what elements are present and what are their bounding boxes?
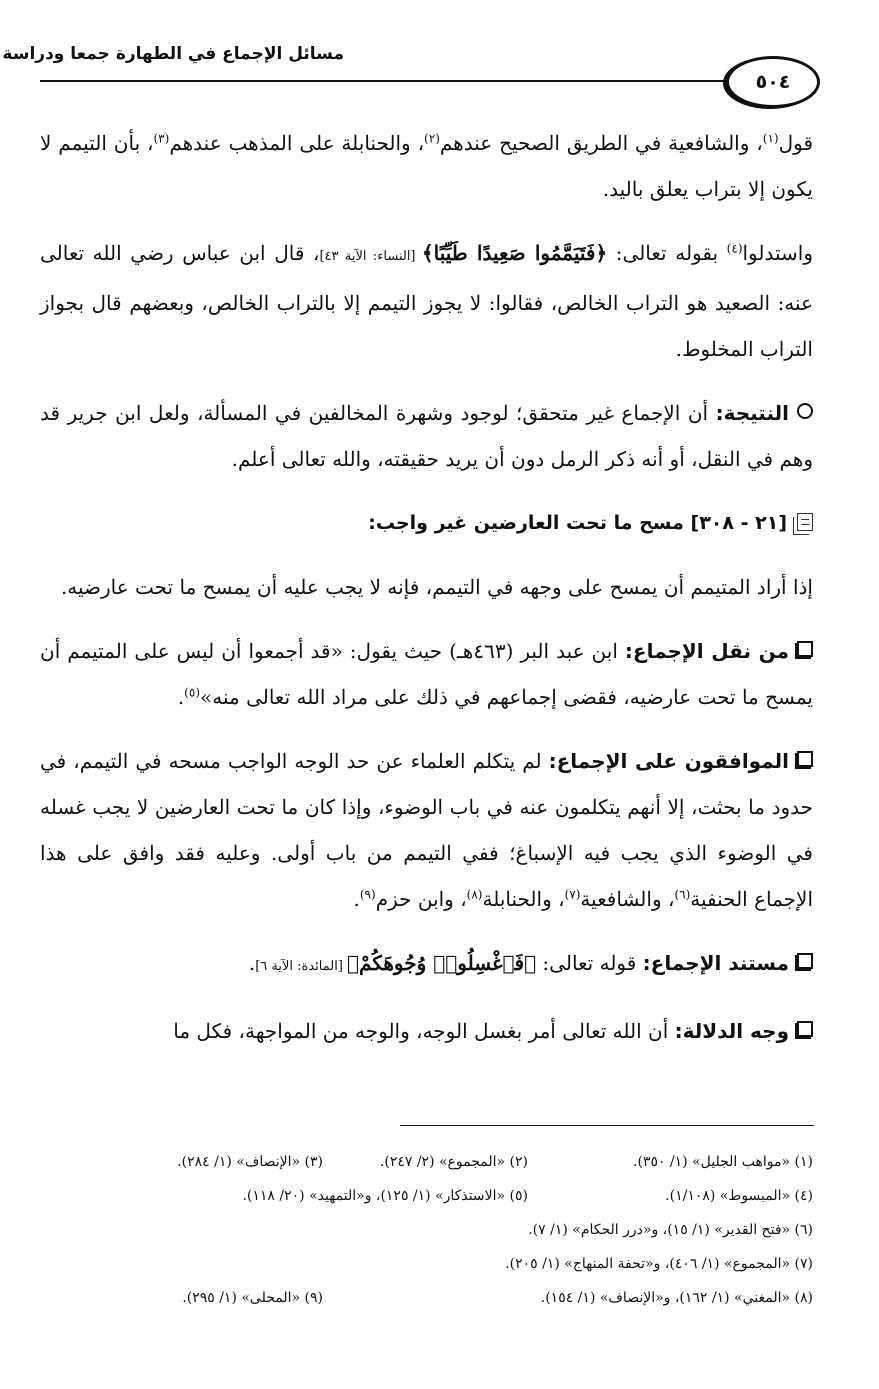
footnote-ref-6[interactable]: (٦) xyxy=(674,887,691,902)
paragraph-evidence xyxy=(40,230,813,372)
footnote-ref-8[interactable]: (٨) xyxy=(466,887,483,902)
running-header-title: مسائل الإجماع في الطهارة جمعا ودراسة xyxy=(2,44,344,64)
header-rule xyxy=(40,80,759,82)
text-run: ، وابن حزم xyxy=(375,887,467,911)
quran-verse: ﴿فَتَيَمَّمُوا صَعِيدًا طَيِّبًا﴾ xyxy=(421,241,608,265)
text-run: ، والحنابلة xyxy=(482,887,565,911)
checkbox-bullet-icon xyxy=(797,641,813,657)
footnote-ref-1[interactable]: (١) xyxy=(762,131,779,146)
text-run: بقوله تعالى: xyxy=(607,241,727,265)
main-text xyxy=(40,120,813,1072)
footnote-ref-3[interactable]: (٣) xyxy=(153,131,170,146)
checkbox-bullet-icon xyxy=(797,1021,813,1037)
text-run: ، قال ابن عباس رضي الله تعالى عنه: الصعيد هو التراب الخالص، فقالوا: لا يجوز التيمم إلا بالتراب الخالص، وبعضهم قال بجواز التراب المخلوط. xyxy=(40,241,813,361)
text-run: . xyxy=(177,685,185,709)
section-title: مسح ما تحت العارضين غير واجب: xyxy=(368,512,691,534)
page-number-badge xyxy=(726,56,820,108)
paragraph-issue xyxy=(40,564,813,610)
paragraph-agreeing xyxy=(40,738,813,922)
footnote-row xyxy=(60,1145,813,1179)
footnote-8: (٨) «المغني» (١/ ١٦٢)، و«الإنصاف» (١/ ١٥٤). xyxy=(540,1290,813,1306)
agreeing-lead: الموافقون على الإجماع: xyxy=(548,749,789,773)
checkbox-bullet-icon xyxy=(797,751,813,767)
footnote-ref-9[interactable]: (٩) xyxy=(359,887,376,902)
paragraph-inference xyxy=(40,1008,813,1054)
footnote-9: (٩) «المحلى» (١/ ٢٩٥). xyxy=(182,1290,323,1306)
page-number: ٥٠٤ xyxy=(755,71,791,93)
footnote-1: (١) «مواهب الجليل» (١/ ٣٥٠). xyxy=(633,1154,813,1170)
footnote-ref-5[interactable]: (٥) xyxy=(184,685,200,700)
transmitter-lead: من نقل الإجماع: xyxy=(624,639,789,663)
section-heading xyxy=(40,500,813,546)
footnote-separator xyxy=(400,1125,814,1126)
footnote-7: (٧) «المجموع» (١/ ٤٠٦)، و«تحفة المنهاج» (١/ ٢٠٥). xyxy=(505,1256,813,1272)
footnote-6: (٦) «فتح القدير» (١/ ١٥)، و«درر الحكام» (١/ ٧). xyxy=(528,1222,813,1238)
document-stack-icon xyxy=(797,513,813,531)
text-run: إذا أراد المتيمم أن يمسح على وجهه في التيمم، فإنه لا يجب عليه أن يمسح ما تحت عارضيه. xyxy=(60,575,813,599)
paragraph-transmitter xyxy=(40,628,813,720)
text-run: قوله تعالى: xyxy=(536,951,643,975)
text-run: ، والشافعية في الطريق الصحيح عندهم xyxy=(439,131,763,155)
text-run: ، والحنابلة على المذهب عندهم xyxy=(169,131,425,155)
circle-bullet-icon xyxy=(797,403,813,419)
footnote-ref-2[interactable]: (٢) xyxy=(424,131,440,146)
text-run: ، والشافعية xyxy=(580,887,675,911)
verse-reference: [النساء: الآية ٤٣] xyxy=(319,249,422,264)
paragraph-result xyxy=(40,390,813,482)
footnote-5: (٥) «الاستذكار» (١/ ١٢٥)، و«التمهيد» (٢٠/ ١١٨). xyxy=(242,1188,528,1204)
text-run: ، بأن التيمم لا يكون إلا بتراب يعلق باليد. xyxy=(40,131,813,201)
footnote-ref-7[interactable]: (٧) xyxy=(564,887,581,902)
text-run: أن الله تعالى أمر بغسل الوجه، والوجه من المواجهة، فكل ما xyxy=(173,1019,675,1043)
checkbox-bullet-icon xyxy=(797,953,813,969)
footnote-4: (٤) «المبسوط» (١/١٠٨). xyxy=(665,1188,813,1204)
footnote-row xyxy=(60,1247,813,1281)
paragraph-basis xyxy=(40,940,813,990)
section-number: [٢١ - ٣٠٨] xyxy=(690,512,787,534)
footnote-ref-4[interactable]: (٤) xyxy=(726,241,743,256)
footnote-row xyxy=(60,1179,813,1213)
text-run: . xyxy=(353,887,360,911)
footnote-row xyxy=(60,1281,813,1315)
text-run: لم يتكلم العلماء عن حد الوجه الواجب مسحه في التيمم، في حدود ما بحثت، إلا أنهم يتكلمون عنه في باب الوضوء، وإذا كان ما تحت العارضين لا يجب غسله في الوضوء الذي يجب فيه الإسباغ؛ ففي التيمم من باب أولى. وعليه فقد وافق على هذا الإجماع الحنفية xyxy=(40,749,813,911)
footnote-3: (٣) «الإنصاف» (١/ ٢٨٤). xyxy=(177,1154,323,1170)
text-run: . xyxy=(248,951,256,975)
verse-reference: [المائدة: الآية ٦] xyxy=(255,959,348,974)
text-run: ابن عبد البر (٤٦٣هـ) حيث يقول: «قد أجمعوا أن ليس على المتيمم أن يمسح ما تحت عارضيه، فقضى إجماعهم في ذلك على مراد الله تعالى منه» xyxy=(40,639,813,709)
quran-verse: ﴿فَٱغْسِلُوا۟ وُجُوهَكُمْ﴾ xyxy=(347,951,537,975)
paragraph-opinions xyxy=(40,120,813,212)
basis-lead: مستند الإجماع: xyxy=(642,951,789,975)
footnotes xyxy=(60,1145,813,1315)
footnote-row xyxy=(60,1213,813,1247)
text-run: واستدلوا xyxy=(742,241,813,265)
inference-lead: وجه الدلالة: xyxy=(674,1019,789,1043)
result-lead: النتيجة: xyxy=(715,401,789,425)
text-run: قول xyxy=(778,131,814,155)
text-run: أن الإجماع غير متحقق؛ لوجود وشهرة المخالفين في المسألة، ولعل ابن جرير قد وهم في النقل، أو أنه ذكر الرمل دون أن يريد حقيقته، والله تعالى أعلم. xyxy=(40,401,813,471)
footnote-2: (٢) «المجموع» (٢/ ٢٤٧). xyxy=(379,1154,528,1170)
